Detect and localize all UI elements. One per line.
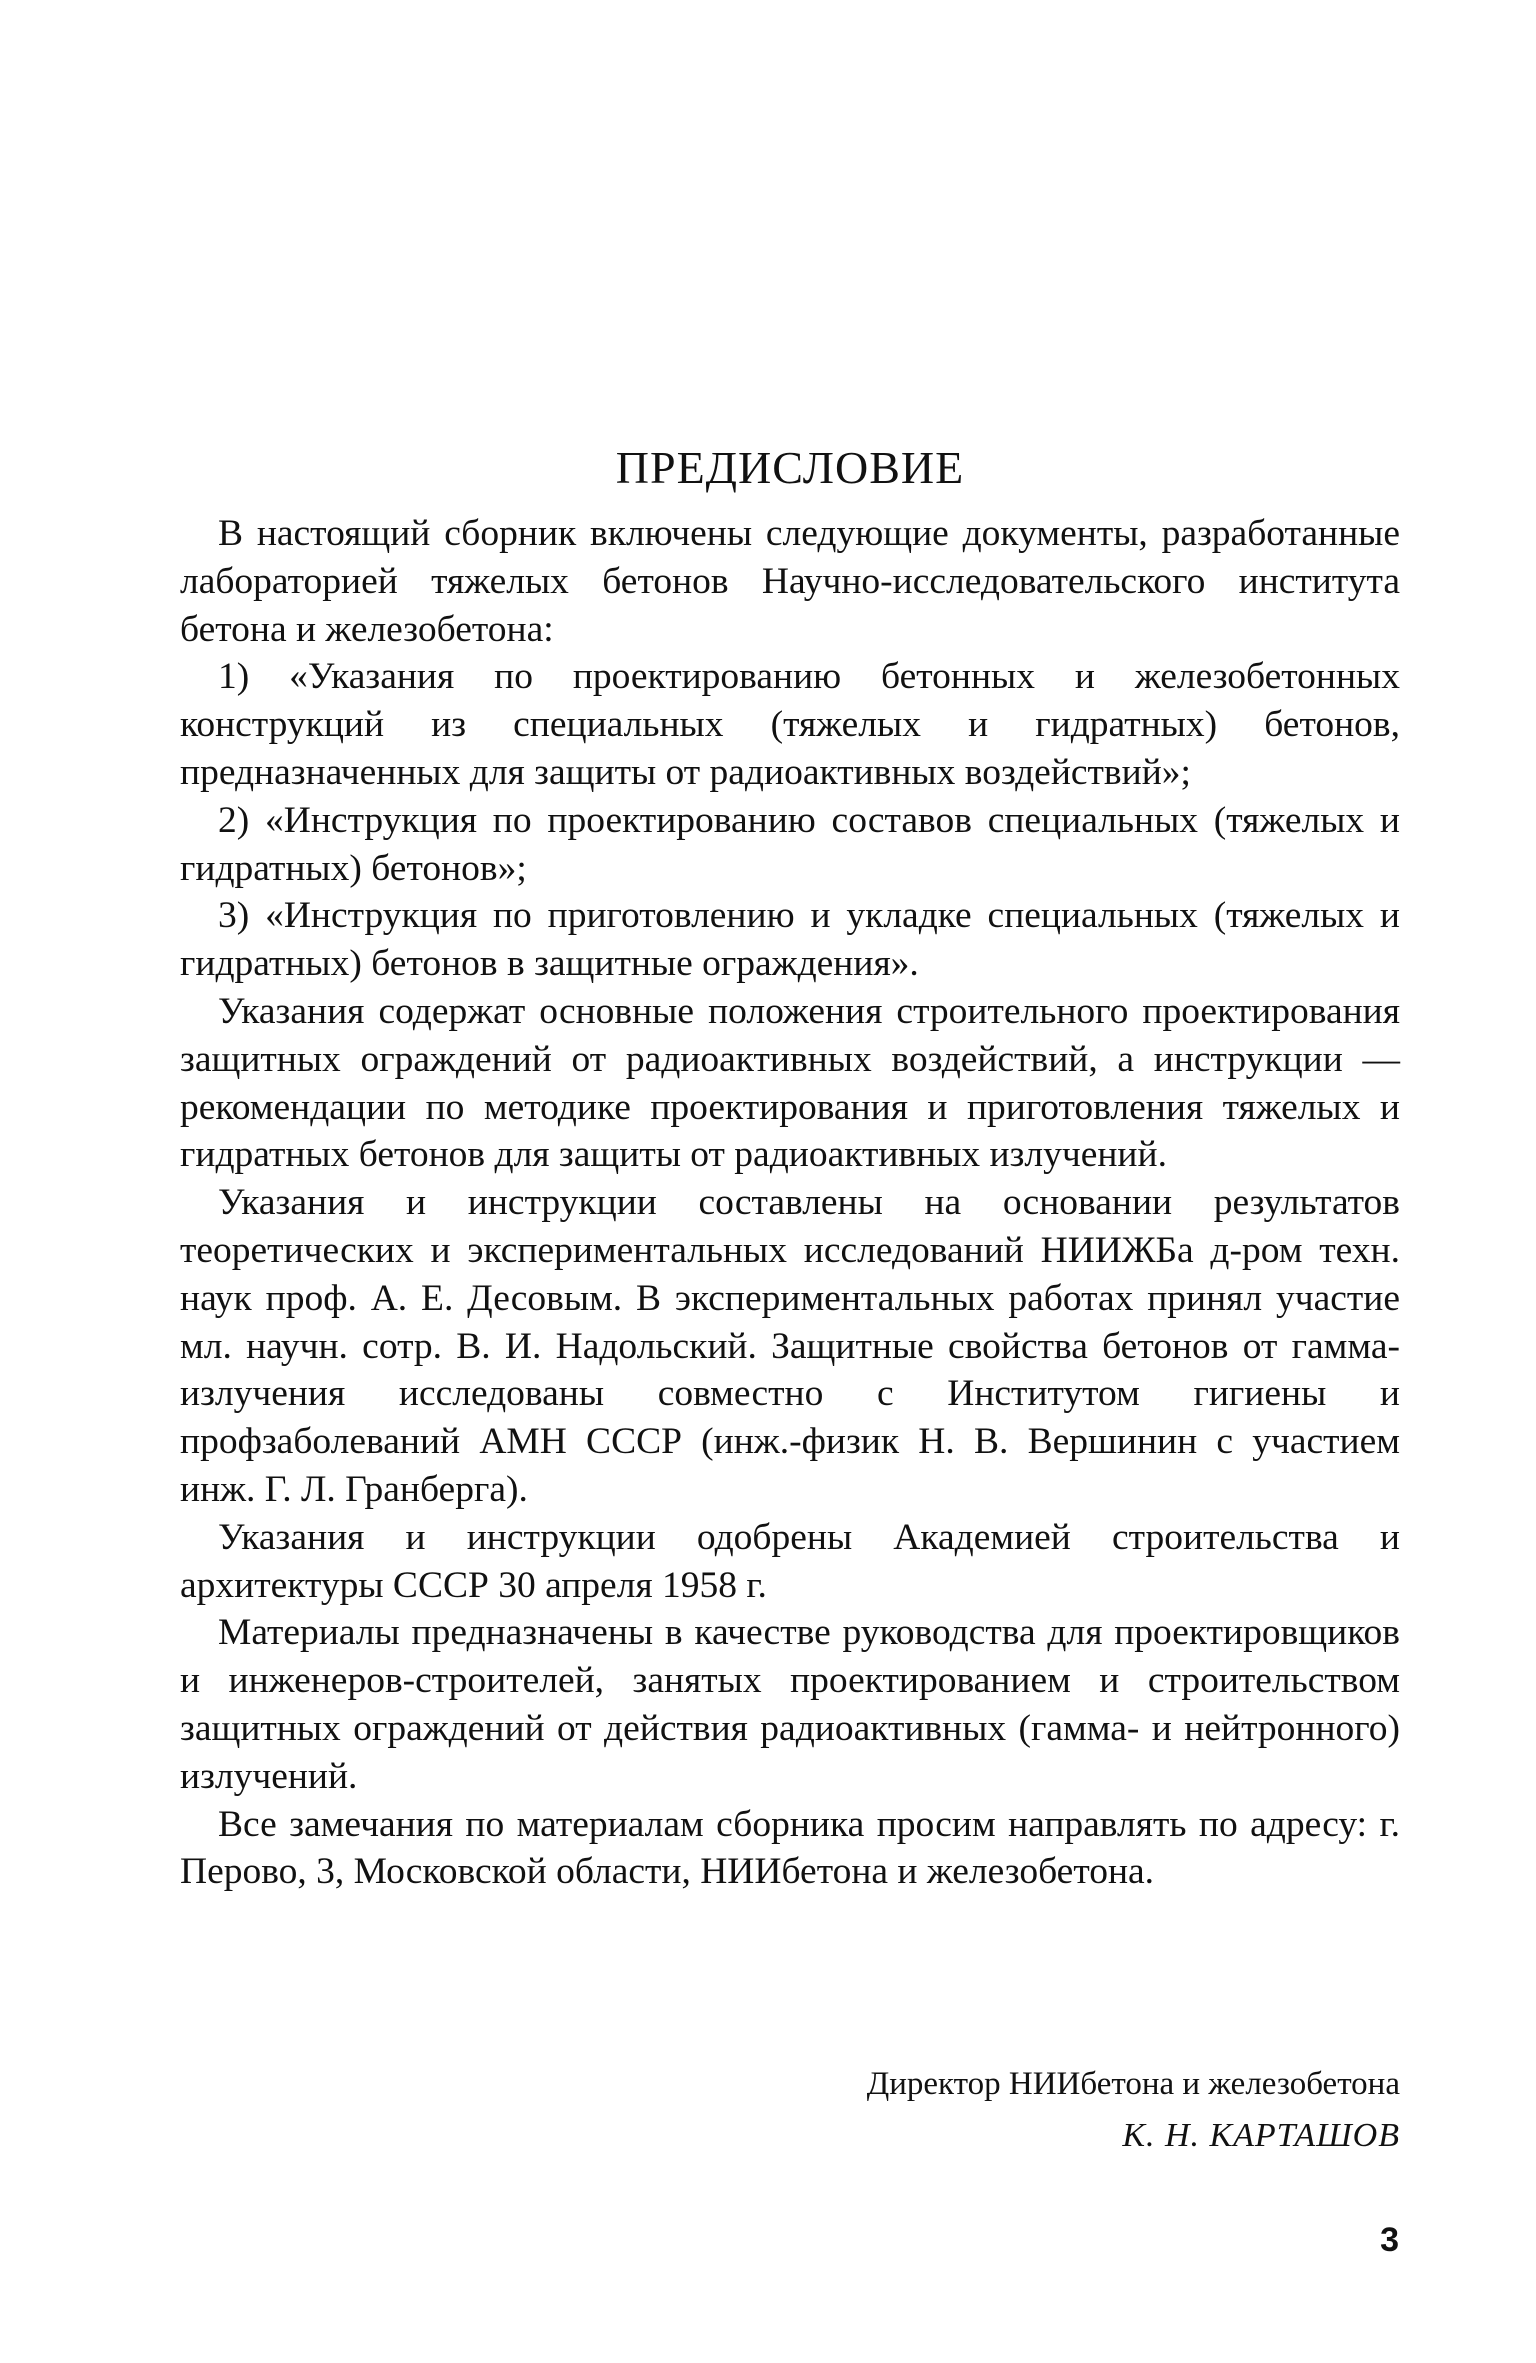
- paragraph-feedback: Все замечания по материалам сборника просим направлять по адресу: г. Перово, 3, Московской области, НИИбетона и железобетона.: [180, 1803, 1400, 1893]
- paragraph-item-2: 2) «Инструкция по проектированию составов специальных (тяжелых и гидратных) бетонов»;: [180, 799, 1400, 889]
- paragraph-content: Указания содержат основные положения строительного проектирования защитных ограждений от радиоактивных воздействий, а инструкции — рекомендации по методике проектирования и приготовления тяжелых и гидратных бетонов для защиты от радиоактивных излучений.: [180, 990, 1400, 1176]
- paragraph-item-1: 1) «Указания по проектированию бетонных и железобетонных конструкций из специальных (тяжелых и гидратных) бетонов, предназначенных для защиты от радиоактивных воздействий»;: [180, 656, 1400, 793]
- paragraph-approval: Указания и инструкции одобрены Академией строительства и архитектуры СССР 30 апреля 1958 г.: [180, 1516, 1400, 1606]
- paragraph-purpose: Материалы предназначены в качестве руководства для проектировщиков и инженеров-строителей, занятых проектированием и строительством защитных ограждений от действия радиоактивных (гамма- и нейтронного) излучений.: [180, 1612, 1400, 1797]
- signature-position: Директор НИИбетона и железобетона: [866, 2066, 1400, 2102]
- paragraph-authors: Указания и инструкции составлены на основании результатов теоретических и экспериментальных исследований НИИЖБа д-ром техн. наук проф. А. Е. Десовым. В экспериментальных работах принял участие мл. научн. сотр. В. И. Надольский. Защитные свойства бетонов от гамма-излучения исследованы совместно с Институтом гигиены и профзаболеваний АМН СССР (инж.-физик Н. В. Вершинин с участием инж. Г. Л. Гранберга).: [180, 1182, 1400, 1510]
- signature-block: [867, 2058, 1400, 2162]
- preface-body: [180, 510, 1400, 1896]
- page-title: ПРЕДИСЛОВИЕ: [615, 442, 965, 493]
- signature-name: К. Н. КАРТАШОВ: [1122, 2117, 1400, 2154]
- paragraph-item-3: 3) «Инструкция по приготовлению и укладке специальных (тяжелых и гидратных) бетонов в защитные ограждения».: [180, 895, 1400, 985]
- paragraph-intro: В настоящий сборник включены следующие документы, разработанные лабораторией тяжелых бетонов Научно-исследовательского института бетона и железобетона:: [180, 513, 1400, 650]
- page-number: 3: [1380, 2221, 1399, 2259]
